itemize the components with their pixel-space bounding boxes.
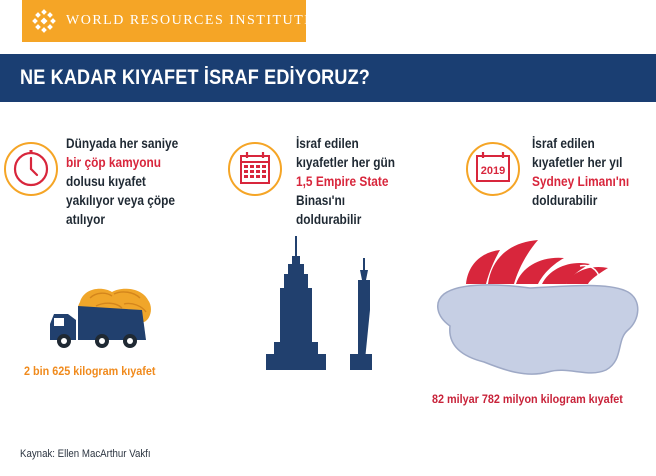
calendar-year-icon-circle: [466, 142, 520, 196]
stat-highlight: Sydney Limanı'nı: [532, 174, 630, 189]
clock-icon-circle: [4, 142, 58, 196]
stat-line: kıyafetler her gün: [296, 155, 396, 170]
sydney-caption: 82 milyar 782 milyon kilogram kıyafet: [432, 392, 623, 406]
stat-line: İsraf edilen: [296, 136, 359, 151]
stat-line: Binası'nı: [296, 193, 346, 208]
org-name: WORLD RESOURCES INSTITUTE: [66, 13, 315, 28]
stat-line: Dünyada her saniye: [66, 136, 179, 151]
garbage-truck-icon: [50, 284, 156, 350]
stat-text-truck: [66, 134, 178, 229]
stat-line: doldurabilir: [532, 193, 598, 208]
calendar-year-icon: [468, 144, 518, 194]
clock-icon: [6, 144, 56, 194]
stat-line: dolusu kıyafet: [66, 174, 146, 189]
stat-line: atılıyor: [66, 212, 105, 227]
page-title: NE KADAR KIYAFET İSRAF EDİYORUZ?: [20, 66, 371, 89]
truck-caption: 2 bin 625 kilogram kıyafet: [24, 364, 156, 378]
stat-highlight: bir çöp kamyonu: [66, 155, 162, 170]
stat-text-empire: [296, 134, 395, 229]
stat-line: İsraf edilen: [532, 136, 595, 151]
stat-line: yakılıyor veya çöpe: [66, 193, 175, 208]
wri-logo-icon: [32, 9, 56, 33]
source-note: Kaynak: Ellen MacArthur Vakfı: [20, 448, 151, 460]
sydney-harbour-icon: [430, 236, 644, 382]
stat-line: kıyafetler her yıl: [532, 155, 623, 170]
stat-line: doldurabilir: [296, 212, 362, 227]
wri-banner: [22, 0, 315, 42]
stat-highlight: 1,5 Empire State: [296, 174, 389, 189]
stat-text-sydney: [532, 134, 629, 210]
calendar-icon-circle: [228, 142, 282, 196]
calendar-icon: [230, 144, 280, 194]
title-bar: [0, 54, 656, 102]
calendar-year-label: 2019: [480, 165, 506, 177]
empire-state-building-icon: [262, 236, 380, 370]
